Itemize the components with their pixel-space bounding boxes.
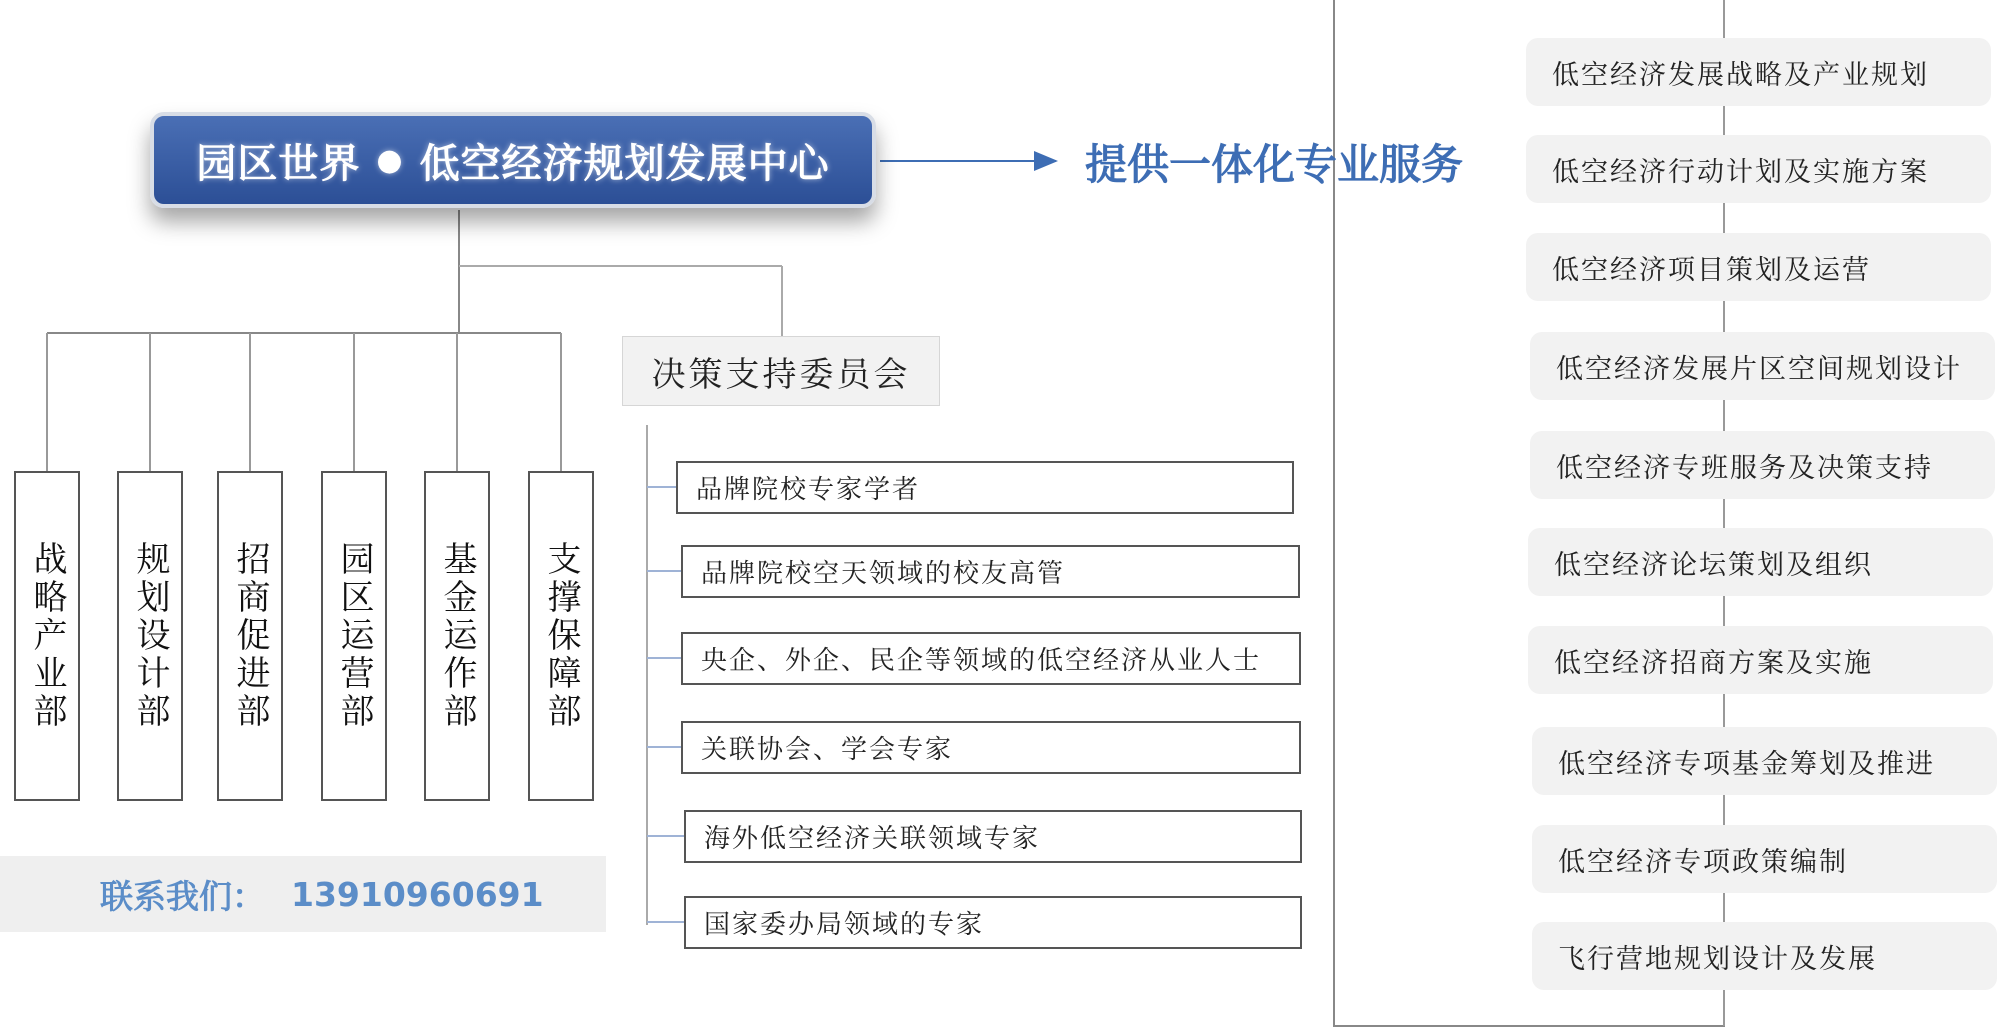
service-item: 低空经济论坛策划及组织: [1528, 528, 1993, 596]
dept-label: 基金运作部: [437, 541, 477, 731]
dept-label: 战略产业部: [27, 541, 67, 731]
expert-item: 海外低空经济关联领域专家: [684, 810, 1302, 863]
center-title-box: [150, 112, 876, 208]
dept-box-planning: [117, 471, 183, 801]
contact-bar: [0, 856, 606, 932]
service-item: 低空经济发展片区空间规划设计: [1530, 332, 1995, 400]
dept-box-park-operation: [321, 471, 387, 801]
service-item: 低空经济项目策划及运营: [1526, 233, 1991, 301]
service-item: 低空经济行动计划及实施方案: [1526, 135, 1991, 203]
services-headline: 提供一体化专业服务: [1085, 140, 1464, 189]
bullet-dot-icon: ●: [376, 142, 404, 178]
dept-label: 园区运营部: [334, 541, 374, 731]
expert-item: 关联协会、学会专家: [681, 721, 1301, 774]
dept-box-fund: [424, 471, 490, 801]
expert-item: 品牌院校空天领域的校友高管: [681, 545, 1300, 598]
service-item: 低空经济专项基金筹划及推进: [1532, 727, 1997, 795]
service-item: 低空经济专项政策编制: [1532, 825, 1997, 893]
service-item: 低空经济招商方案及实施: [1528, 626, 1993, 694]
expert-item: 品牌院校专家学者: [676, 461, 1294, 514]
dept-box-investment: [217, 471, 283, 801]
dept-label: 支撑保障部: [541, 541, 581, 731]
center-title-right: 低空经济规划发展中心: [419, 140, 830, 187]
service-item: 飞行营地规划设计及发展: [1532, 922, 1997, 990]
dept-label: 规划设计部: [130, 541, 170, 731]
service-item: 低空经济专班服务及决策支持: [1530, 431, 1995, 499]
expert-item: 央企、外企、民企等领域的低空经济从业人士: [681, 632, 1301, 685]
expert-item: 国家委办局领域的专家: [684, 896, 1302, 949]
center-title-left: 园区世界: [196, 140, 361, 187]
contact-label: 联系我们：: [100, 876, 265, 916]
contact-phone[interactable]: 13910960691: [291, 874, 544, 914]
service-item: 低空经济发展战略及产业规划: [1526, 38, 1991, 106]
dept-box-support: [528, 471, 594, 801]
dept-box-strategy: [14, 471, 80, 801]
dept-label: 招商促进部: [230, 541, 270, 731]
committee-box: 决策支持委员会: [622, 336, 940, 406]
